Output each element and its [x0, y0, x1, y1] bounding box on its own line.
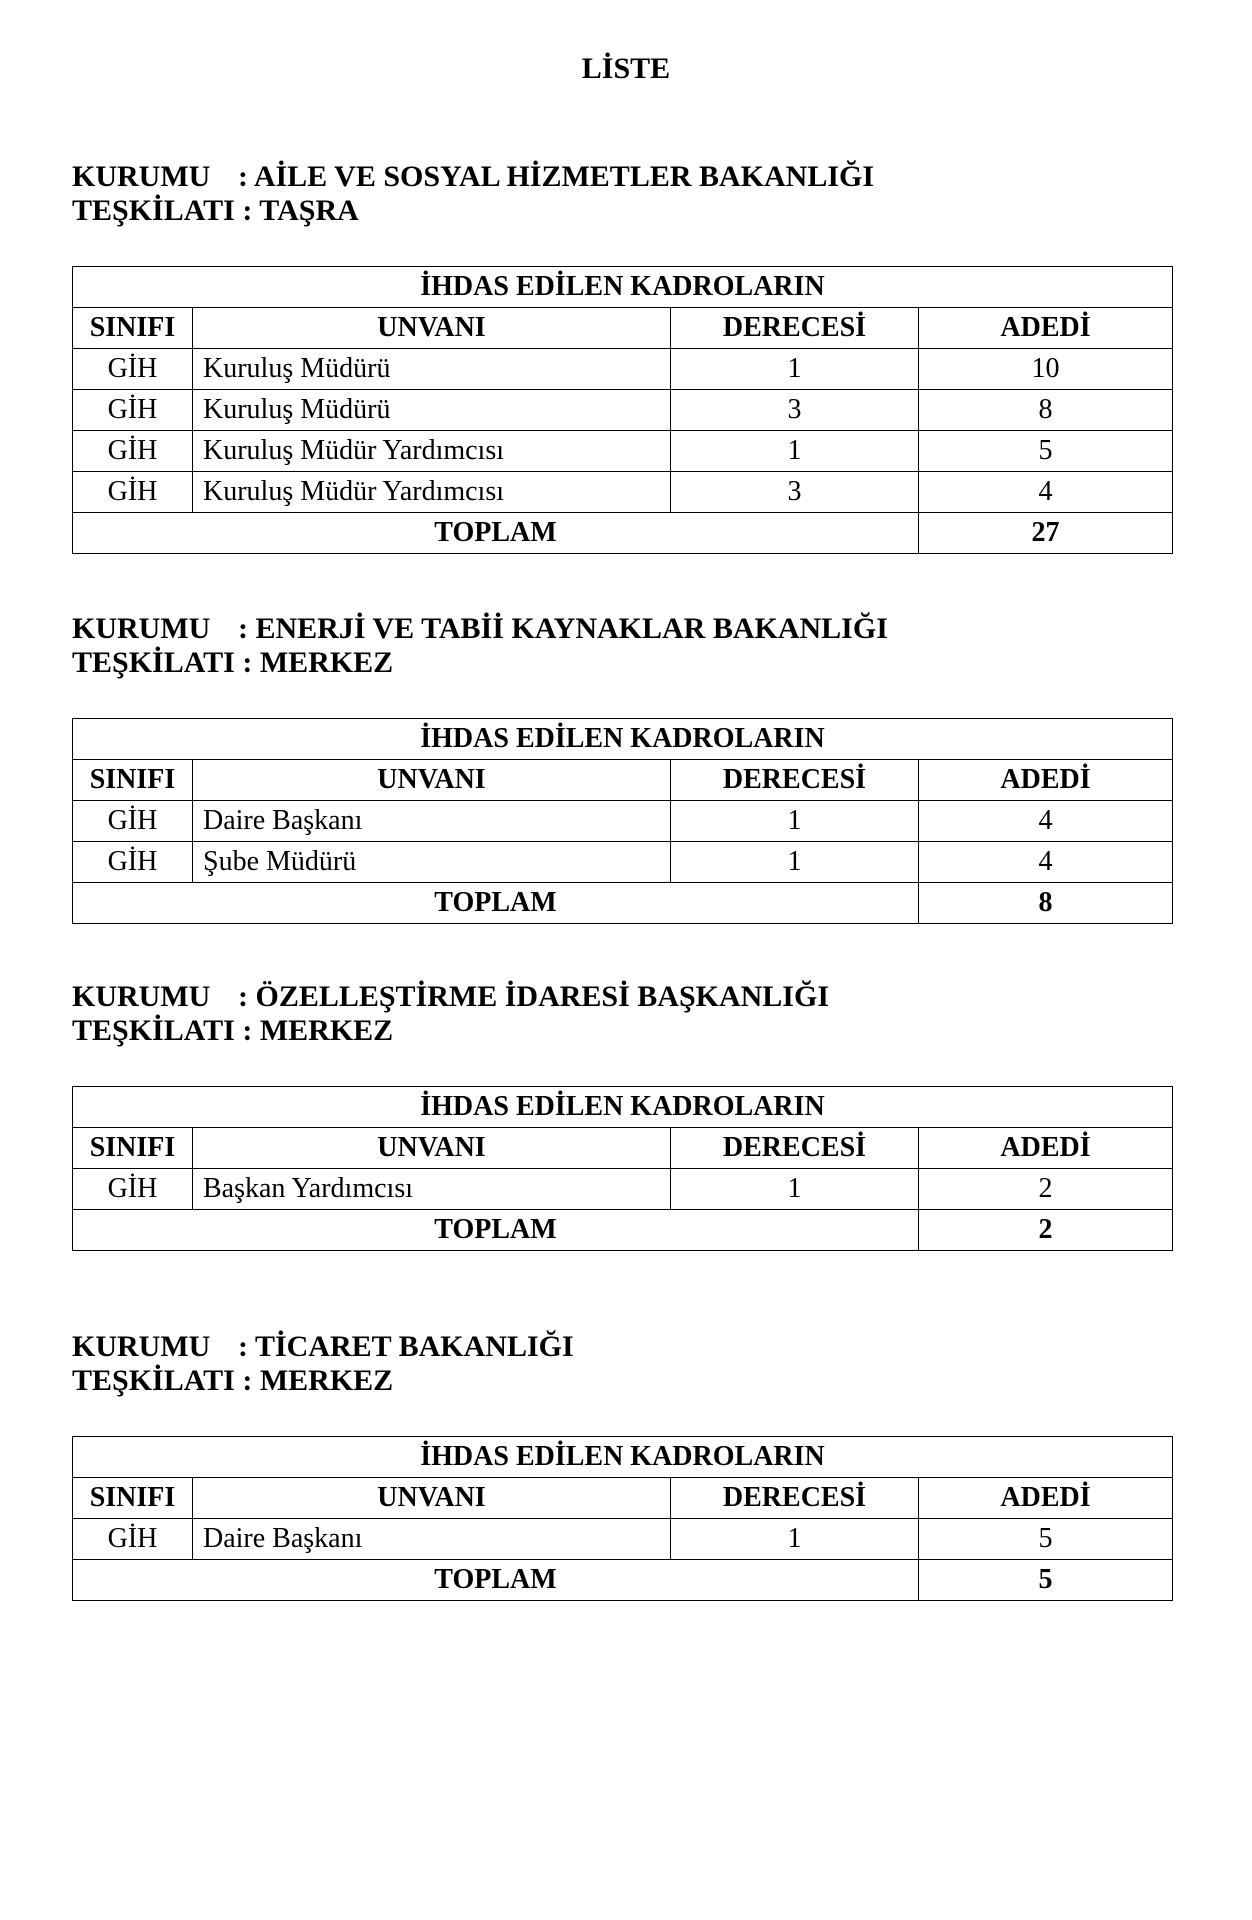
table-row	[73, 472, 1173, 513]
teskilati-label: TEŞKİLATI	[72, 646, 235, 679]
col-unvani-header: UNVANI	[193, 760, 671, 801]
table-row	[73, 1169, 1173, 1210]
cell-sinifi: GİH	[73, 472, 193, 513]
table-caption: İHDAS EDİLEN KADROLARIN	[73, 719, 1173, 760]
total-row	[73, 513, 1173, 554]
cell-derecesi: 1	[671, 842, 919, 883]
table-row	[73, 801, 1173, 842]
kurumu-line	[72, 160, 1172, 194]
cell-sinifi: GİH	[73, 1519, 193, 1560]
col-sinifi-header: SINIFI	[73, 308, 193, 349]
col-adedi-header: ADEDİ	[919, 1128, 1173, 1169]
total-label: TOPLAM	[73, 513, 919, 554]
cell-unvani: Başkan Yardımcısı	[193, 1169, 671, 1210]
cell-adedi: 4	[919, 472, 1173, 513]
kurumu-value: : ENERJİ VE TABİİ KAYNAKLAR BAKANLIĞI	[238, 612, 888, 645]
table-header-row	[73, 760, 1173, 801]
teskilati-line	[72, 1014, 1172, 1048]
cell-unvani: Daire Başkanı	[193, 1519, 671, 1560]
institution-section	[72, 980, 1172, 1251]
col-derecesi-header: DERECESİ	[671, 1478, 919, 1519]
cell-adedi: 10	[919, 349, 1173, 390]
kadro-table	[72, 1436, 1173, 1601]
cell-sinifi: GİH	[73, 1169, 193, 1210]
kurumu-value: : TİCARET BAKANLIĞI	[238, 1330, 574, 1363]
cell-derecesi: 3	[671, 472, 919, 513]
col-adedi-header: ADEDİ	[919, 760, 1173, 801]
total-value: 2	[919, 1210, 1173, 1251]
total-label: TOPLAM	[73, 883, 919, 924]
table-caption: İHDAS EDİLEN KADROLARIN	[73, 1437, 1173, 1478]
cell-derecesi: 1	[671, 349, 919, 390]
cell-unvani: Kuruluş Müdür Yardımcısı	[193, 431, 671, 472]
total-value: 5	[919, 1560, 1173, 1601]
kurumu-value: : AİLE VE SOSYAL HİZMETLER BAKANLIĞI	[238, 160, 875, 193]
table-row	[73, 349, 1173, 390]
teskilati-label: TEŞKİLATI	[72, 1014, 235, 1047]
document-title: LİSTE	[581, 52, 671, 85]
total-value: 8	[919, 883, 1173, 924]
kurumu-line	[72, 1330, 1172, 1364]
col-unvani-header: UNVANI	[193, 1478, 671, 1519]
cell-adedi: 5	[919, 431, 1173, 472]
col-derecesi-header: DERECESİ	[671, 1128, 919, 1169]
table-header-row	[73, 1128, 1173, 1169]
kurumu-label: KURUMU	[72, 612, 211, 645]
kurumu-label: KURUMU	[72, 160, 211, 193]
col-derecesi-header: DERECESİ	[671, 308, 919, 349]
col-unvani-header: UNVANI	[193, 308, 671, 349]
col-adedi-header: ADEDİ	[919, 1478, 1173, 1519]
cell-sinifi: GİH	[73, 801, 193, 842]
table-row	[73, 431, 1173, 472]
total-row	[73, 1210, 1173, 1251]
cell-unvani: Kuruluş Müdürü	[193, 349, 671, 390]
teskilati-line	[72, 194, 1172, 228]
table-row	[73, 842, 1173, 883]
table-caption: İHDAS EDİLEN KADROLARIN	[73, 1087, 1173, 1128]
cell-derecesi: 1	[671, 1519, 919, 1560]
cell-derecesi: 1	[671, 431, 919, 472]
table-row	[73, 1519, 1173, 1560]
total-row	[73, 883, 1173, 924]
cell-unvani: Daire Başkanı	[193, 801, 671, 842]
institution-section	[72, 160, 1172, 554]
col-adedi-header: ADEDİ	[919, 308, 1173, 349]
table-caption: İHDAS EDİLEN KADROLARIN	[73, 267, 1173, 308]
col-sinifi-header: SINIFI	[73, 760, 193, 801]
teskilati-value: : MERKEZ	[242, 646, 394, 679]
cell-unvani: Şube Müdürü	[193, 842, 671, 883]
institution-section	[72, 612, 1172, 924]
col-unvani-header: UNVANI	[193, 1128, 671, 1169]
cell-sinifi: GİH	[73, 431, 193, 472]
table-header-row	[73, 1478, 1173, 1519]
cell-adedi: 2	[919, 1169, 1173, 1210]
cell-sinifi: GİH	[73, 842, 193, 883]
teskilati-value: : MERKEZ	[242, 1014, 394, 1047]
kadro-table	[72, 1086, 1173, 1251]
kadro-table	[72, 266, 1173, 554]
col-sinifi-header: SINIFI	[73, 1128, 193, 1169]
cell-derecesi: 1	[671, 1169, 919, 1210]
teskilati-label: TEŞKİLATI	[72, 1364, 235, 1397]
cell-derecesi: 3	[671, 390, 919, 431]
teskilati-line	[72, 1364, 1172, 1398]
teskilati-value: : TAŞRA	[242, 194, 359, 227]
cell-unvani: Kuruluş Müdür Yardımcısı	[193, 472, 671, 513]
cell-sinifi: GİH	[73, 390, 193, 431]
kurumu-line	[72, 980, 1172, 1014]
kurumu-line	[72, 612, 1172, 646]
cell-adedi: 4	[919, 801, 1173, 842]
col-derecesi-header: DERECESİ	[671, 760, 919, 801]
total-label: TOPLAM	[73, 1560, 919, 1601]
cell-unvani: Kuruluş Müdürü	[193, 390, 671, 431]
kurumu-label: KURUMU	[72, 980, 211, 1013]
cell-sinifi: GİH	[73, 349, 193, 390]
table-row	[73, 390, 1173, 431]
cell-derecesi: 1	[671, 801, 919, 842]
institution-section	[72, 1330, 1172, 1601]
kadro-table	[72, 718, 1173, 924]
teskilati-label: TEŞKİLATI	[72, 194, 235, 227]
cell-adedi: 8	[919, 390, 1173, 431]
teskilati-value: : MERKEZ	[242, 1364, 394, 1397]
col-sinifi-header: SINIFI	[73, 1478, 193, 1519]
total-value: 27	[919, 513, 1173, 554]
teskilati-line	[72, 646, 1172, 680]
total-label: TOPLAM	[73, 1210, 919, 1251]
cell-adedi: 4	[919, 842, 1173, 883]
table-header-row	[73, 308, 1173, 349]
cell-adedi: 5	[919, 1519, 1173, 1560]
kurumu-value: : ÖZELLEŞTİRME İDARESİ BAŞKANLIĞI	[238, 980, 829, 1013]
kurumu-label: KURUMU	[72, 1330, 211, 1363]
total-row	[73, 1560, 1173, 1601]
